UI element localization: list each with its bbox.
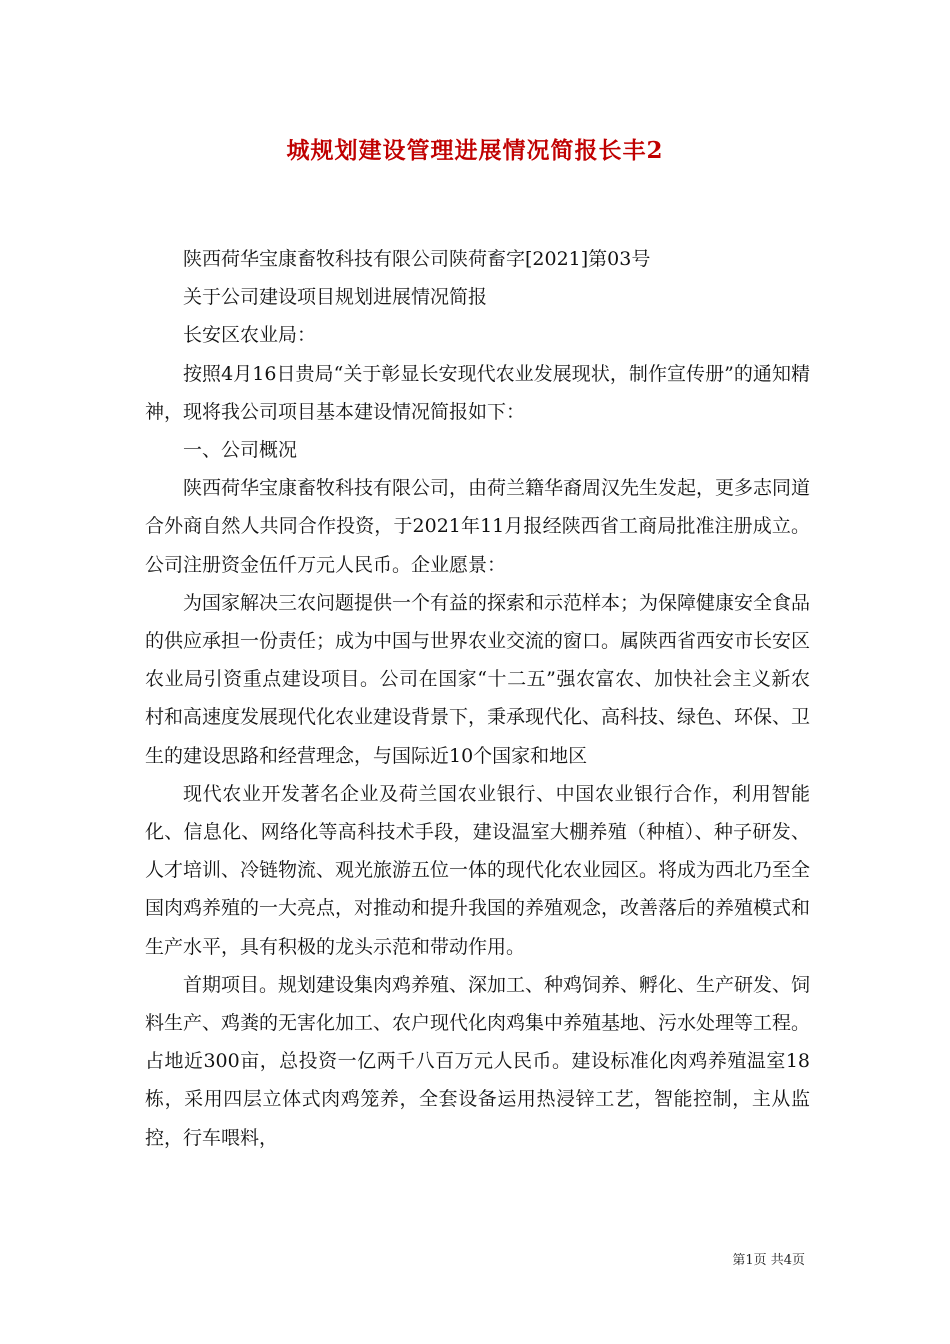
document-title: 城规划建设管理进展情况简报长丰2 [286, 137, 664, 164]
page-number: 第1页 共4页 [732, 1253, 805, 1268]
paragraph: 为国家解决三农问题提供一个有益的探索和示范样本；为保障健康安全食品的供应承担一份责任；成为中国与世界农业交流的窗口。属陕西省西安市长安区农业局引资重点建设项目。公司在国家“十二五”强农富农、加快社会主义新农村和高速度发展现代化农业建设背景下，秉承现代化、高科技、绿色、环保、卫生的建设思路和经营理念，与国际近10个国家和地区 [145, 591, 811, 767]
section-heading: 一、公司概况 [183, 439, 298, 462]
paragraph: 按照4月16日贵局“关于彰显长安现代农业发展现状，制作宣传册”的通知精神，现将我公司项目基本建设情况简报如下： [145, 362, 810, 423]
paragraph: 首期项目。规划建设集肉鸡养殖、深加工、种鸡饲养、孵化、生产研发、饲料生产、鸡粪的无害化加工、农户现代化肉鸡集中养殖基地、污水处理等工程。占地近300亩，总投资一亿两千八百万元人民币。建设标准化肉鸡养殖温室18栋，采用四层立体式肉鸡笼养，全套设备运用热浸锌工艺，智能控制，主从监控，行车喂料， [145, 973, 811, 1149]
paragraph: 关于公司建设项目规划进展情况简报 [183, 286, 488, 309]
paragraph: 陕西荷华宝康畜牧科技有限公司陕荷畜字[2021]第03号 [183, 248, 651, 270]
paragraph: 陕西荷华宝康畜牧科技有限公司，由荷兰籍华裔周汉先生发起，更多志同道合外商自然人共同合作投资，于2021年11月报经陕西省工商局批准注册成立。公司注册资金伍仟万元人民币。企业愿景： [145, 477, 811, 576]
paragraph: 长安区农业局： [183, 324, 317, 347]
paragraph: 现代农业开发著名企业及荷兰国农业银行、中国农业银行合作，利用智能化、信息化、网络化等高科技术手段，建设温室大棚养殖（种植）、种子研发、人才培训、冷链物流、观光旅游五位一体的现代化农业园区。将成为西北乃至全国肉鸡养殖的一大亮点，对推动和提升我国的养殖观念，改善落后的养殖模式和生产水平，具有积极的龙头示范和带动作用。 [145, 782, 811, 958]
document-body [145, 240, 810, 1157]
